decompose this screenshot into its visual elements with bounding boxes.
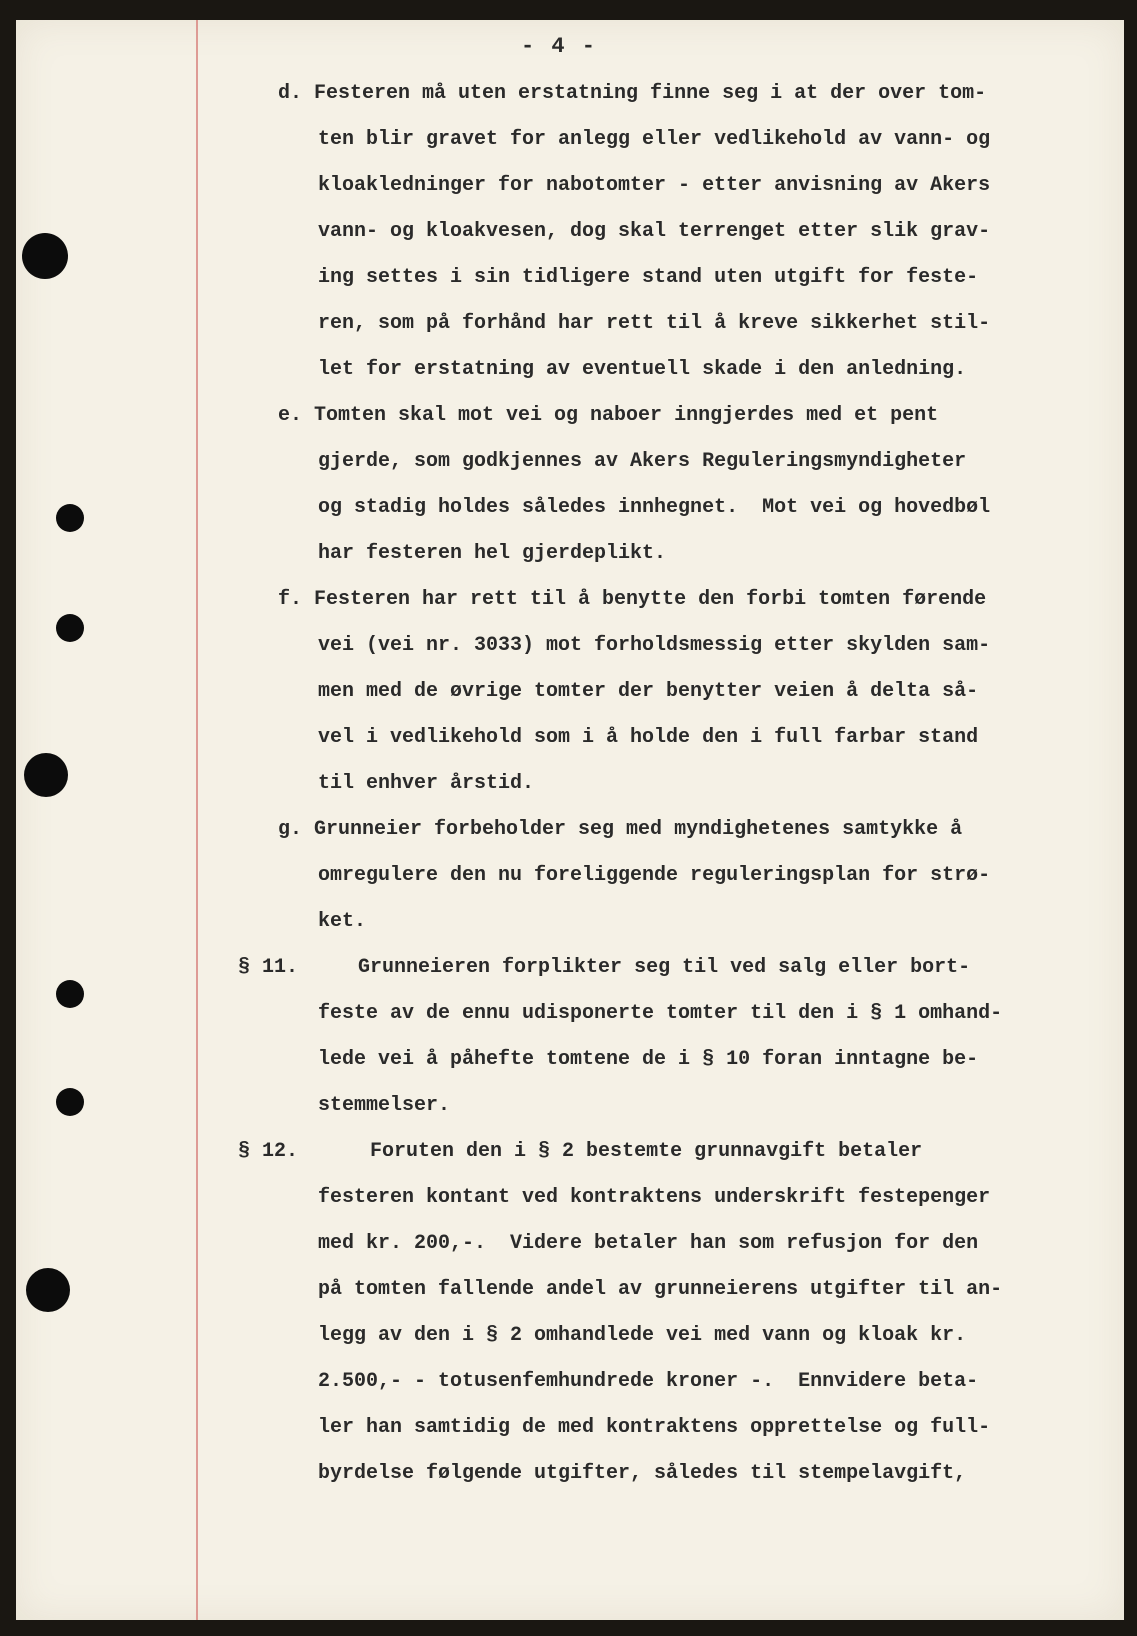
text-line: ren, som på forhånd har rett til å kreve sikkerhet stil-: [318, 312, 991, 335]
punch-hole: [56, 504, 84, 532]
text-line: gjerde, som godkjennes av Akers Reguleringsmyndigheter: [318, 450, 967, 473]
text-line: g. Grunneier forbeholder seg med myndighetenes samtykke å: [278, 818, 963, 841]
text-line: men med de øvrige tomter der benytter veien å delta så-: [318, 680, 979, 703]
punch-hole: [56, 1088, 84, 1116]
text-line: kloakledninger for nabotomter - etter anvisning av Akers: [318, 174, 991, 197]
text-line: vann- og kloakvesen, dog skal terrenget etter slik grav-: [318, 220, 991, 243]
text-line: til enhver årstid.: [318, 772, 535, 795]
text-line: ing settes i sin tidligere stand uten utgift for feste-: [318, 266, 979, 289]
text-line: d. Festeren må uten erstatning finne seg i at der over tom-: [278, 82, 987, 105]
text-line: f. Festeren har rett til å benytte den forbi tomten førende: [278, 588, 987, 611]
punch-hole: [26, 1268, 70, 1312]
document-page: [16, 20, 1124, 1620]
text-line: feste av de ennu udisponerte tomter til den i § 1 omhand-: [318, 1002, 1003, 1025]
text-line: byrdelse følgende utgifter, således til stempelavgift,: [318, 1462, 967, 1485]
text-line: 2.500,- - totusenfemhundrede kroner -. Ennvidere beta-: [318, 1370, 979, 1393]
text-line: ket.: [318, 910, 367, 933]
text-line: stemmelser.: [318, 1094, 451, 1117]
text-line: ten blir gravet for anlegg eller vedlikehold av vann- og: [318, 128, 991, 151]
punch-hole: [56, 980, 84, 1008]
text-line: omregulere den nu foreliggende reguleringsplan for strø-: [318, 864, 991, 887]
punch-hole: [22, 233, 68, 279]
text-line: lede vei å påhefte tomtene de i § 10 foran inntagne be-: [318, 1048, 979, 1071]
margin-rule: [196, 20, 198, 1620]
page-number: - 4 -: [521, 34, 598, 59]
punch-hole: [56, 614, 84, 642]
text-line: vel i vedlikehold som i å holde den i full farbar stand: [318, 726, 979, 749]
punch-hole: [24, 753, 68, 797]
text-line: vei (vei nr. 3033) mot forholdsmessig etter skylden sam-: [318, 634, 991, 657]
text-line: § 11. Grunneieren forplikter seg til ved salg eller bort-: [238, 956, 971, 979]
text-line: med kr. 200,-. Videre betaler han som refusjon for den: [318, 1232, 979, 1255]
text-line: på tomten fallende andel av grunneierens utgifter til an-: [318, 1278, 1003, 1301]
text-line: § 12. Foruten den i § 2 bestemte grunnavgift betaler: [238, 1140, 923, 1163]
text-line: og stadig holdes således innhegnet. Mot vei og hovedbøl: [318, 496, 991, 519]
text-line: legg av den i § 2 omhandlede vei med vann og kloak kr.: [318, 1324, 967, 1347]
text-line: festeren kontant ved kontraktens underskrift festepenger: [318, 1186, 991, 1209]
text-line: ler han samtidig de med kontraktens opprettelse og full-: [318, 1416, 991, 1439]
text-line: har festeren hel gjerdeplikt.: [318, 542, 667, 565]
text-line: let for erstatning av eventuell skade i den anledning.: [318, 358, 967, 381]
text-line: e. Tomten skal mot vei og naboer inngjerdes med et pent: [278, 404, 939, 427]
